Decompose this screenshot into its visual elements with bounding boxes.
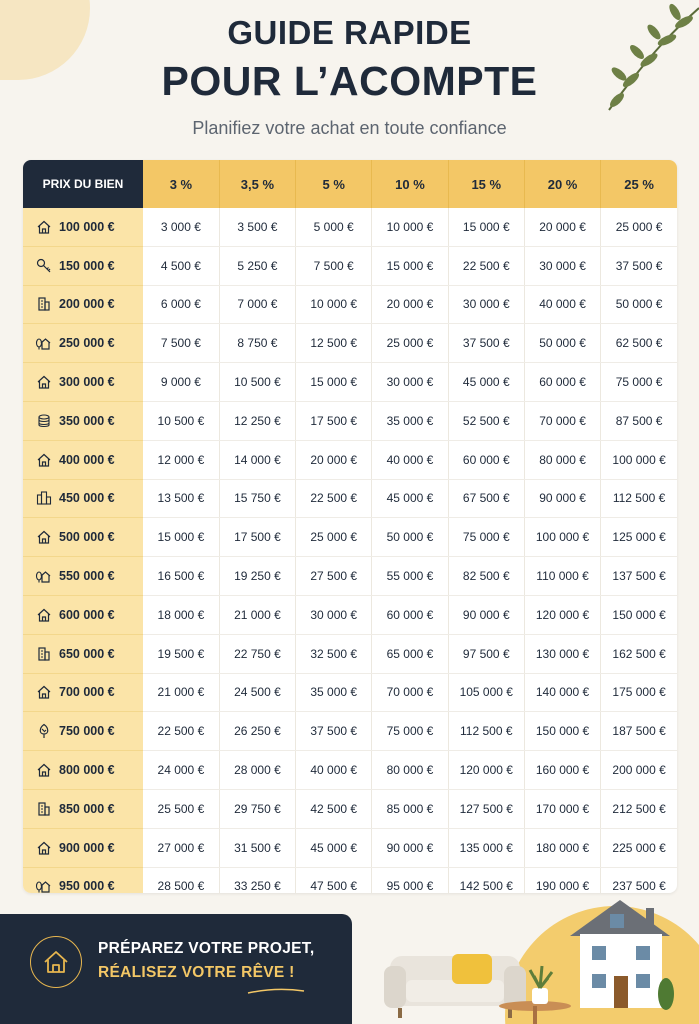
- down-payment-cell: 105 000 €: [448, 673, 524, 712]
- house-tree-icon: [35, 334, 53, 352]
- down-payment-cell: 15 000 €: [296, 363, 372, 402]
- down-payment-cell: 70 000 €: [372, 673, 448, 712]
- down-payment-cell: 35 000 €: [372, 401, 448, 440]
- price-value: 300 000 €: [59, 375, 115, 390]
- down-payment-cell: 3 000 €: [143, 208, 219, 246]
- table-row: [23, 285, 677, 324]
- down-payment-cell: 90 000 €: [448, 595, 524, 634]
- down-payment-cell: 127 500 €: [448, 789, 524, 828]
- down-payment-cell: 8 750 €: [219, 324, 295, 363]
- price-cell: [23, 634, 143, 673]
- rate-header: 5 %: [296, 160, 372, 208]
- table-row: [23, 557, 677, 596]
- down-payment-cell: 60 000 €: [524, 363, 600, 402]
- down-payment-cell: 4 500 €: [143, 246, 219, 285]
- down-payment-cell: 90 000 €: [524, 479, 600, 518]
- house-icon: [35, 839, 53, 857]
- price-value: 200 000 €: [59, 297, 115, 312]
- price-value: 950 000 €: [59, 879, 115, 893]
- down-payment-cell: 142 500 €: [448, 867, 524, 893]
- down-payment-cell: 12 250 €: [219, 401, 295, 440]
- house-icon: [35, 528, 53, 546]
- down-payment-cell: 17 500 €: [296, 401, 372, 440]
- price-cell: [23, 479, 143, 518]
- down-payment-cell: 40 000 €: [372, 440, 448, 479]
- table-row: [23, 246, 677, 285]
- table-row: [23, 712, 677, 751]
- price-cell: [23, 401, 143, 440]
- building-icon: [35, 645, 53, 663]
- down-payment-cell: 12 500 €: [296, 324, 372, 363]
- house-scene-illustration: [370, 896, 699, 1024]
- price-value: 600 000 €: [59, 607, 115, 622]
- down-payment-cell: 20 000 €: [296, 440, 372, 479]
- down-payment-cell: 22 500 €: [143, 712, 219, 751]
- down-payment-cell: 26 250 €: [219, 712, 295, 751]
- table-row: [23, 363, 677, 402]
- price-cell: [23, 557, 143, 596]
- price-value: 800 000 €: [59, 763, 115, 778]
- down-payment-cell: 10 000 €: [372, 208, 448, 246]
- down-payment-cell: 37 500 €: [296, 712, 372, 751]
- table-row: [23, 751, 677, 790]
- down-payment-cell: 100 000 €: [601, 440, 677, 479]
- footer-banner: [0, 914, 352, 1024]
- price-cell: [23, 595, 143, 634]
- table-row: [23, 673, 677, 712]
- price-value: 350 000 €: [59, 413, 115, 428]
- down-payment-cell: 110 000 €: [524, 557, 600, 596]
- coins-icon: [35, 412, 53, 430]
- house-tree-icon: [35, 877, 53, 893]
- down-payment-cell: 90 000 €: [372, 828, 448, 867]
- price-cell: [23, 285, 143, 324]
- down-payment-cell: 190 000 €: [524, 867, 600, 893]
- price-cell: [23, 867, 143, 893]
- down-payment-cell: 25 000 €: [296, 518, 372, 557]
- down-payment-cell: 150 000 €: [524, 712, 600, 751]
- down-payment-cell: 24 500 €: [219, 673, 295, 712]
- down-payment-cell: 3 500 €: [219, 208, 295, 246]
- down-payment-cell: 212 500 €: [601, 789, 677, 828]
- house-icon: [35, 606, 53, 624]
- house-icon: [35, 451, 53, 469]
- down-payment-cell: 85 000 €: [372, 789, 448, 828]
- price-cell: [23, 751, 143, 790]
- down-payment-cell: 30 000 €: [524, 246, 600, 285]
- down-payment-cell: 125 000 €: [601, 518, 677, 557]
- table-row: [23, 789, 677, 828]
- down-payment-cell: 60 000 €: [372, 595, 448, 634]
- down-payment-cell: 7 500 €: [296, 246, 372, 285]
- down-payment-cell: 15 000 €: [143, 518, 219, 557]
- down-payment-cell: 162 500 €: [601, 634, 677, 673]
- table-row: [23, 208, 677, 246]
- down-payment-cell: 10 500 €: [143, 401, 219, 440]
- down-payment-cell: 120 000 €: [448, 751, 524, 790]
- house-icon: [35, 373, 53, 391]
- down-payment-cell: 5 000 €: [296, 208, 372, 246]
- footer-line-2: RÉALISEZ VOTRE RÊVE !: [98, 964, 295, 981]
- down-payment-cell: 22 750 €: [219, 634, 295, 673]
- down-payment-cell: 225 000 €: [601, 828, 677, 867]
- title-line-2: POUR L’ACOMPTE: [161, 58, 538, 104]
- rate-header: 10 %: [372, 160, 448, 208]
- price-value: 900 000 €: [59, 840, 115, 855]
- down-payment-cell: 45 000 €: [448, 363, 524, 402]
- down-payment-cell: 70 000 €: [524, 401, 600, 440]
- price-value: 250 000 €: [59, 336, 115, 351]
- price-cell: [23, 673, 143, 712]
- down-payment-cell: 18 000 €: [143, 595, 219, 634]
- down-payment-cell: 20 000 €: [372, 285, 448, 324]
- down-payment-cell: 180 000 €: [524, 828, 600, 867]
- down-payment-cell: 100 000 €: [524, 518, 600, 557]
- down-payment-cell: 160 000 €: [524, 751, 600, 790]
- down-payment-cell: 24 000 €: [143, 751, 219, 790]
- price-cell: [23, 246, 143, 285]
- table-header-row: [23, 160, 677, 208]
- down-payment-cell: 31 500 €: [219, 828, 295, 867]
- price-cell: [23, 712, 143, 751]
- swoosh-underline-icon: [246, 986, 306, 996]
- down-payment-cell: 17 500 €: [219, 518, 295, 557]
- down-payment-cell: 45 000 €: [296, 828, 372, 867]
- price-cell: [23, 828, 143, 867]
- down-payment-cell: 75 000 €: [448, 518, 524, 557]
- price-cell: [23, 208, 143, 246]
- down-payment-cell: 6 000 €: [143, 285, 219, 324]
- rate-header: 20 %: [524, 160, 600, 208]
- down-payment-cell: 12 000 €: [143, 440, 219, 479]
- house-tree-icon: [35, 567, 53, 585]
- down-payment-cell: 200 000 €: [601, 751, 677, 790]
- table-row: [23, 634, 677, 673]
- down-payment-cell: 42 500 €: [296, 789, 372, 828]
- down-payment-cell: 30 000 €: [448, 285, 524, 324]
- down-payment-cell: 120 000 €: [524, 595, 600, 634]
- price-cell: [23, 363, 143, 402]
- down-payment-cell: 80 000 €: [524, 440, 600, 479]
- down-payment-cell: 95 000 €: [372, 867, 448, 893]
- down-payment-cell: 40 000 €: [524, 285, 600, 324]
- down-payment-cell: 97 500 €: [448, 634, 524, 673]
- down-payment-cell: 137 500 €: [601, 557, 677, 596]
- house-icon: [30, 936, 82, 988]
- down-payment-cell: 112 500 €: [601, 479, 677, 518]
- down-payment-cell: 37 500 €: [601, 246, 677, 285]
- down-payment-cell: 33 250 €: [219, 867, 295, 893]
- down-payment-cell: 175 000 €: [601, 673, 677, 712]
- down-payment-cell: 22 500 €: [448, 246, 524, 285]
- down-payment-cell: 40 000 €: [296, 751, 372, 790]
- footer-line-1: PRÉPAREZ VOTRE PROJET,: [98, 940, 315, 957]
- down-payment-cell: 7 000 €: [219, 285, 295, 324]
- down-payment-table: [23, 160, 677, 893]
- table-row: [23, 440, 677, 479]
- down-payment-cell: 5 250 €: [219, 246, 295, 285]
- down-payment-cell: 25 500 €: [143, 789, 219, 828]
- subtitle: Planifiez votre achat en toute confiance: [192, 118, 507, 138]
- down-payment-cell: 75 000 €: [601, 363, 677, 402]
- rate-header: 3,5 %: [219, 160, 295, 208]
- house-icon: [35, 218, 53, 236]
- down-payment-cell: 50 000 €: [524, 324, 600, 363]
- down-payment-cell: 140 000 €: [524, 673, 600, 712]
- down-payment-cell: 75 000 €: [372, 712, 448, 751]
- down-payment-cell: 150 000 €: [601, 595, 677, 634]
- price-column-header: PRIX DU BIEN: [23, 160, 143, 208]
- down-payment-cell: 14 000 €: [219, 440, 295, 479]
- down-payment-cell: 45 000 €: [372, 479, 448, 518]
- price-value: 150 000 €: [59, 258, 115, 273]
- rate-header: 15 %: [448, 160, 524, 208]
- price-cell: [23, 518, 143, 557]
- down-payment-cell: 80 000 €: [372, 751, 448, 790]
- down-payment-cell: 135 000 €: [448, 828, 524, 867]
- down-payment-cell: 60 000 €: [448, 440, 524, 479]
- down-payment-cell: 112 500 €: [448, 712, 524, 751]
- down-payment-cell: 25 000 €: [601, 208, 677, 246]
- price-value: 700 000 €: [59, 685, 115, 700]
- down-payment-cell: 20 000 €: [524, 208, 600, 246]
- down-payment-cell: 29 750 €: [219, 789, 295, 828]
- down-payment-cell: 50 000 €: [601, 285, 677, 324]
- price-value: 500 000 €: [59, 530, 115, 545]
- down-payment-cell: 62 500 €: [601, 324, 677, 363]
- down-payment-cell: 82 500 €: [448, 557, 524, 596]
- price-cell: [23, 324, 143, 363]
- table-row: [23, 828, 677, 867]
- down-payment-cell: 9 000 €: [143, 363, 219, 402]
- down-payment-cell: 19 500 €: [143, 634, 219, 673]
- house-icon: [35, 761, 53, 779]
- table-row: [23, 518, 677, 557]
- down-payment-cell: 13 500 €: [143, 479, 219, 518]
- price-value: 850 000 €: [59, 801, 115, 816]
- down-payment-cell: 52 500 €: [448, 401, 524, 440]
- price-value: 100 000 €: [59, 219, 115, 234]
- down-payment-cell: 55 000 €: [372, 557, 448, 596]
- down-payment-cell: 47 500 €: [296, 867, 372, 893]
- price-value: 550 000 €: [59, 569, 115, 584]
- table-row: [23, 401, 677, 440]
- down-payment-cell: 170 000 €: [524, 789, 600, 828]
- down-payment-cell: 22 500 €: [296, 479, 372, 518]
- down-payment-cell: 32 500 €: [296, 634, 372, 673]
- down-payment-cell: 30 000 €: [372, 363, 448, 402]
- title-line-1: GUIDE RAPIDE: [227, 14, 472, 51]
- price-cell: [23, 789, 143, 828]
- down-payment-cell: 35 000 €: [296, 673, 372, 712]
- price-cell: [23, 440, 143, 479]
- down-payment-cell: 16 500 €: [143, 557, 219, 596]
- down-payment-cell: 27 000 €: [143, 828, 219, 867]
- down-payment-cell: 21 000 €: [143, 673, 219, 712]
- table-row: [23, 324, 677, 363]
- building-icon: [35, 295, 53, 313]
- down-payment-cell: 10 000 €: [296, 285, 372, 324]
- down-payment-cell: 87 500 €: [601, 401, 677, 440]
- down-payment-cell: 187 500 €: [601, 712, 677, 751]
- down-payment-cell: 25 000 €: [372, 324, 448, 363]
- down-payment-cell: 21 000 €: [219, 595, 295, 634]
- down-payment-cell: 30 000 €: [296, 595, 372, 634]
- down-payment-cell: 237 500 €: [601, 867, 677, 893]
- price-value: 450 000 €: [59, 491, 115, 506]
- key-icon: [35, 257, 53, 275]
- rate-header: 3 %: [143, 160, 219, 208]
- down-payment-cell: 130 000 €: [524, 634, 600, 673]
- down-payment-cell: 7 500 €: [143, 324, 219, 363]
- down-payment-cell: 15 750 €: [219, 479, 295, 518]
- down-payment-cell: 28 000 €: [219, 751, 295, 790]
- down-payment-cell: 37 500 €: [448, 324, 524, 363]
- down-payment-cell: 67 500 €: [448, 479, 524, 518]
- down-payment-cell: 19 250 €: [219, 557, 295, 596]
- tree-icon: [35, 722, 53, 740]
- down-payment-cell: 27 500 €: [296, 557, 372, 596]
- down-payment-cell: 15 000 €: [448, 208, 524, 246]
- price-value: 650 000 €: [59, 646, 115, 661]
- down-payment-cell: 65 000 €: [372, 634, 448, 673]
- building-icon: [35, 800, 53, 818]
- price-value: 750 000 €: [59, 724, 115, 739]
- city-icon: [35, 489, 53, 507]
- price-value: 400 000 €: [59, 452, 115, 467]
- table-row: [23, 595, 677, 634]
- rate-header: 25 %: [601, 160, 677, 208]
- down-payment-cell: 10 500 €: [219, 363, 295, 402]
- house-icon: [35, 683, 53, 701]
- down-payment-cell: 28 500 €: [143, 867, 219, 893]
- table-row: [23, 867, 677, 893]
- down-payment-cell: 50 000 €: [372, 518, 448, 557]
- down-payment-cell: 15 000 €: [372, 246, 448, 285]
- table-row: [23, 479, 677, 518]
